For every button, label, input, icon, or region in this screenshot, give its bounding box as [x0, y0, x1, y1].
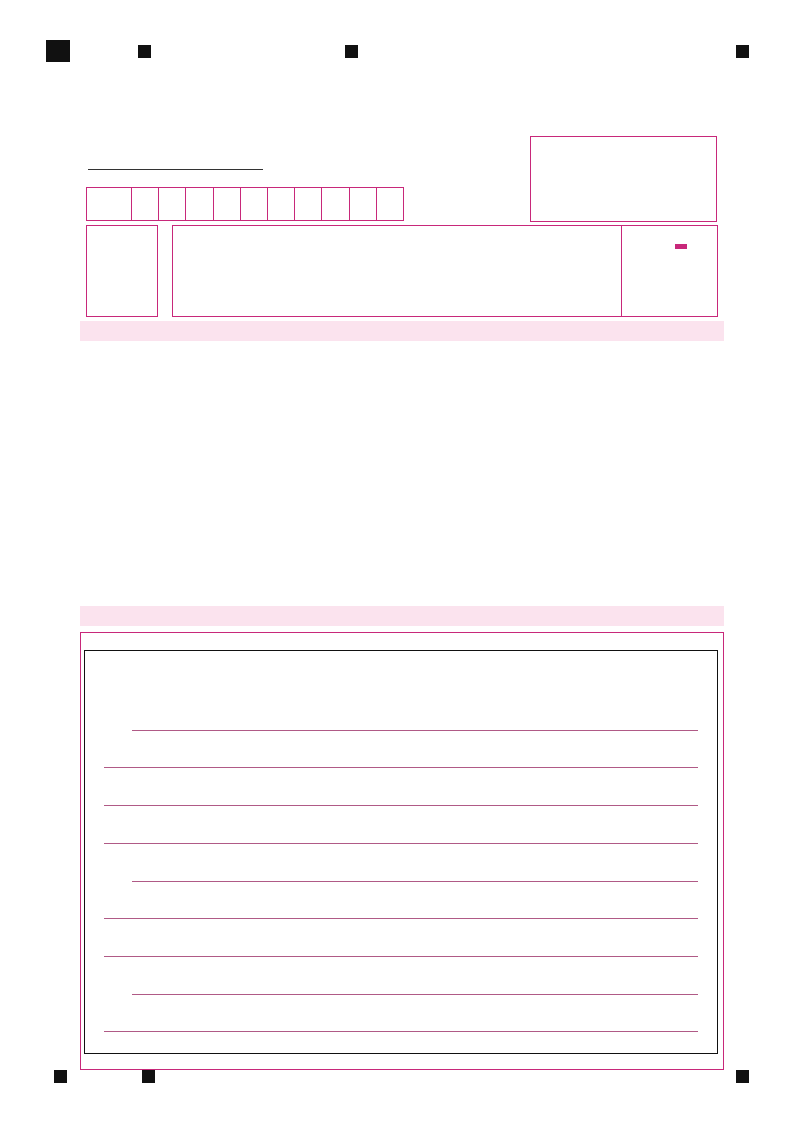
id-cell[interactable] [295, 188, 322, 220]
answer-line[interactable] [104, 843, 698, 844]
timing-mark [736, 45, 749, 58]
notice-item [199, 270, 213, 282]
id-cell[interactable] [159, 188, 186, 220]
notice-item [199, 234, 213, 246]
answer-line[interactable] [104, 1031, 698, 1032]
id-cell[interactable] [350, 188, 377, 220]
answer-line[interactable] [132, 881, 698, 882]
absent-mark-box [86, 225, 158, 317]
timing-mark [736, 1070, 749, 1083]
exam-id-box [86, 187, 404, 221]
id-cell[interactable] [132, 188, 159, 220]
id-cell[interactable] [322, 188, 349, 220]
id-cell[interactable] [377, 188, 403, 220]
notice-item [199, 258, 213, 270]
id-cell[interactable] [214, 188, 241, 220]
id-cell[interactable] [186, 188, 213, 220]
timing-mark [54, 1070, 67, 1083]
answer-line[interactable] [104, 918, 698, 919]
answer-section-header [80, 606, 724, 626]
notice-item [199, 282, 213, 294]
timing-mark [142, 1070, 155, 1083]
corner-mark-top-left [46, 40, 70, 62]
id-cell[interactable] [268, 188, 295, 220]
notice-item [199, 246, 213, 258]
notice-box [172, 225, 718, 317]
id-cell[interactable] [241, 188, 268, 220]
divider [621, 226, 622, 316]
timing-mark [138, 45, 151, 58]
name-line[interactable] [88, 157, 263, 170]
timing-mark [345, 45, 358, 58]
name-field[interactable] [86, 155, 263, 170]
notice-list [199, 234, 213, 294]
barcode-area [530, 136, 717, 222]
fill-example [648, 238, 714, 255]
answer-line[interactable] [132, 994, 698, 995]
answer-line[interactable] [132, 730, 698, 731]
answer-line[interactable] [104, 767, 698, 768]
correct-fill-mark [675, 244, 687, 249]
choice-section-header [80, 321, 724, 341]
answer-line[interactable] [104, 956, 698, 957]
answer-line[interactable] [104, 805, 698, 806]
exam-id-label [87, 188, 132, 220]
